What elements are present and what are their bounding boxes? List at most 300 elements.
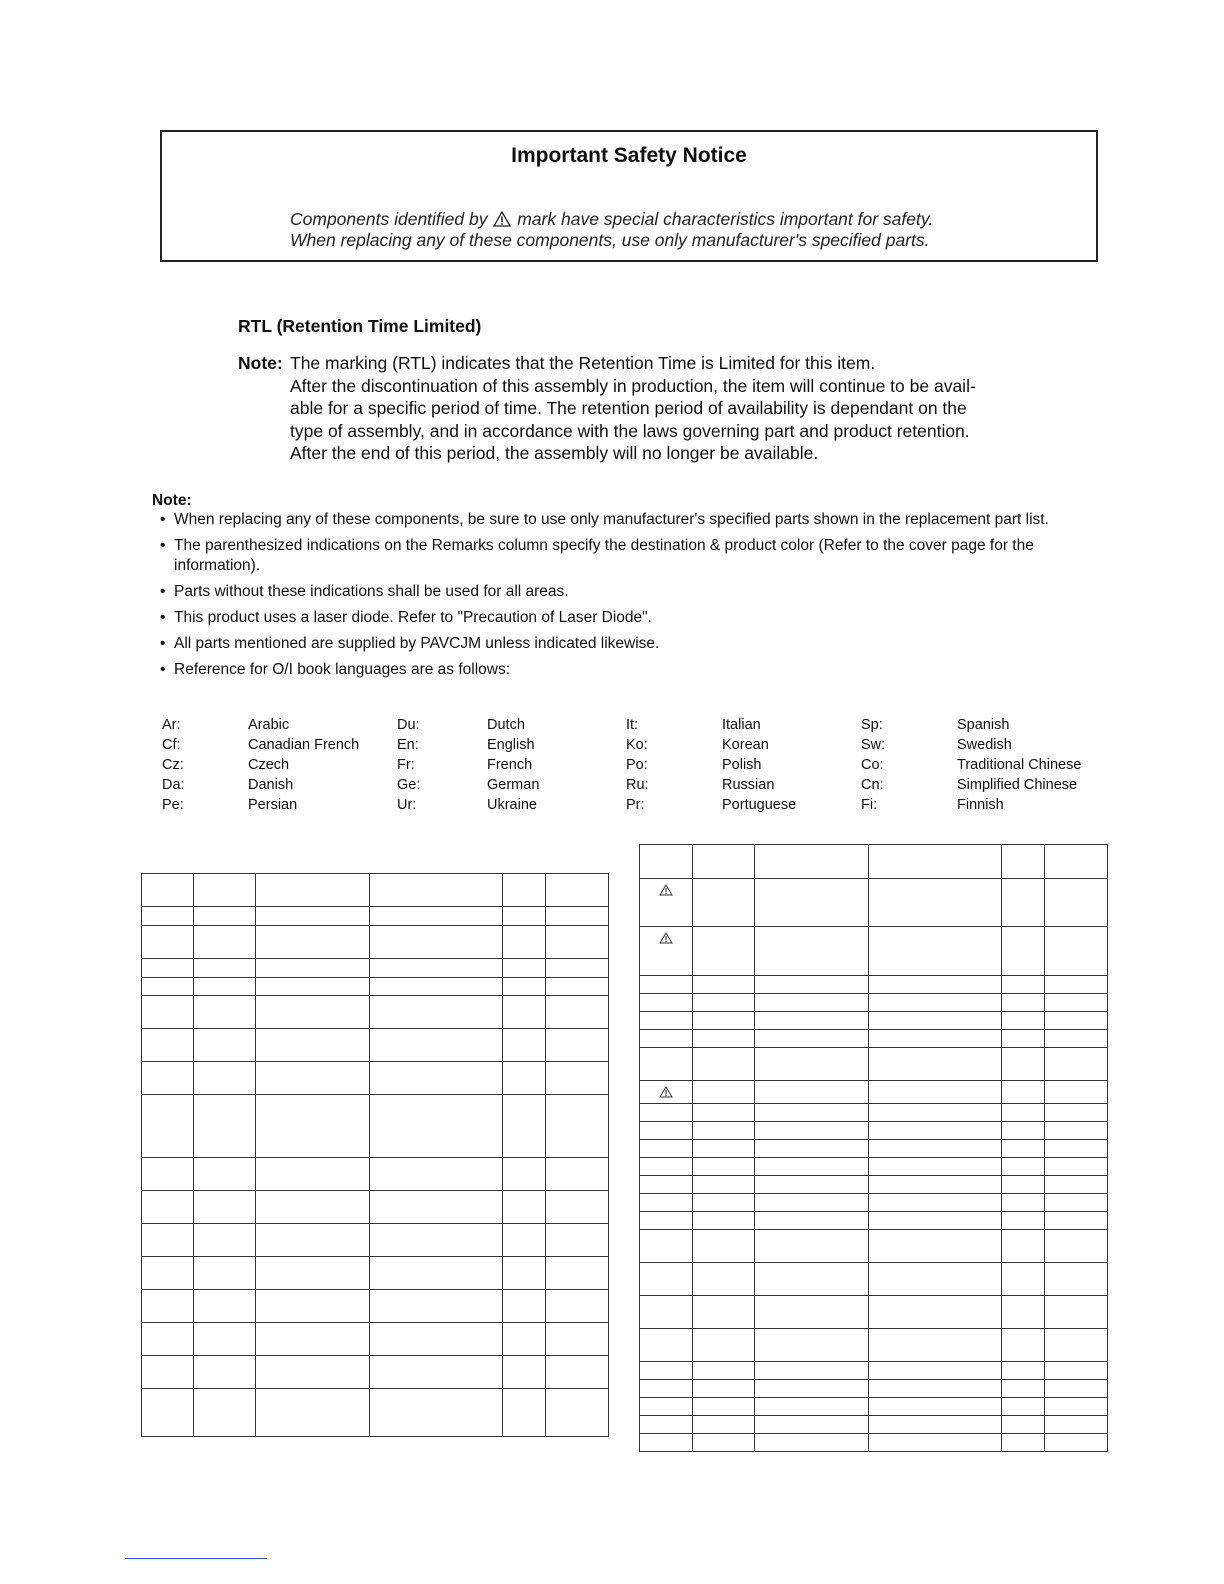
table-cell [503,1191,546,1224]
table-cell [692,1012,754,1030]
table-row [142,907,609,926]
table-row [640,927,1108,976]
table-cell [868,927,1002,976]
table-cell [868,994,1002,1012]
table-cell [868,1081,1002,1104]
rtl-note-text: The marking (RTL) indicates that the Retention Time is Limited for this item. After the discontinuation of this assembly in production, the item will continue to be avail- able for a specific period of time. The retention period of availability is dependant on the type of assembly, and in accordance with the laws governing part and product retention. After the end of this period, the assembly will no longer be available. [290,353,976,463]
table-cell [193,1158,255,1191]
table-cell [546,1158,609,1191]
table-cell [1002,1263,1045,1296]
table-cell [692,1296,754,1329]
table-row [640,1230,1108,1263]
table-cell [370,1224,503,1257]
table-cell [193,874,255,907]
table-row [142,1062,609,1095]
table-cell [546,1029,609,1062]
table-cell [193,959,255,978]
table-cell [503,1062,546,1095]
table-row [640,879,1108,927]
table-cell [1045,1012,1108,1030]
table-cell [754,1140,868,1158]
table-row [640,1416,1108,1434]
table-cell [640,1194,693,1212]
table-cell [1045,1081,1108,1104]
table-cell [868,845,1002,879]
table-cell [868,1158,1002,1176]
table-cell [546,996,609,1029]
table-row [142,1257,609,1290]
table-row [142,1389,609,1437]
table-cell [193,926,255,959]
table-cell [692,976,754,994]
table-cell [370,1389,503,1437]
table-cell [640,927,693,976]
table-cell [142,959,194,978]
table-row [640,994,1108,1012]
table-cell [754,1048,868,1081]
table-row [640,845,1108,879]
table-cell [1002,1416,1045,1434]
table-cell [370,1257,503,1290]
table-row [142,1356,609,1389]
table-cell [868,1416,1002,1434]
table-cell [692,1230,754,1263]
table-cell [546,1356,609,1389]
table-cell [193,996,255,1029]
table-cell [640,1434,693,1452]
table-cell [546,1389,609,1437]
table-cell [370,1095,503,1158]
table-cell [255,1158,370,1191]
table-cell [754,1212,868,1230]
table-cell [692,994,754,1012]
table-cell [692,1398,754,1416]
table-cell [142,1095,194,1158]
table-cell [868,1176,1002,1194]
table-cell [503,874,546,907]
table-cell [142,926,194,959]
table-cell [1045,1104,1108,1122]
table-cell [640,1212,693,1230]
table-row [640,1398,1108,1416]
table-cell [868,1194,1002,1212]
table-cell [1002,1158,1045,1176]
table-cell [1002,1176,1045,1194]
table-cell [1045,1048,1108,1081]
table-cell [868,1398,1002,1416]
table-cell [255,1095,370,1158]
rtl-note [238,352,1058,465]
table-row [640,1380,1108,1398]
table-cell [692,879,754,927]
table-cell [640,1329,693,1362]
table-cell [1045,1362,1108,1380]
table-row [640,1296,1108,1329]
warning-triangle-icon [659,931,673,948]
table-cell [1045,1230,1108,1263]
table-cell [692,1362,754,1380]
table-cell [868,1434,1002,1452]
table-cell [640,1263,693,1296]
table-row [142,874,609,907]
table-row: Ar: Arabic Du: Dutch It: Italian Sp: Spanish [162,717,1010,733]
table-cell [868,1048,1002,1081]
notice-body [290,210,933,250]
table-cell [692,1434,754,1452]
table-cell [142,1356,194,1389]
table-cell [692,1048,754,1081]
warning-triangle-icon [493,211,511,231]
table-cell [255,1323,370,1356]
table-cell [868,1329,1002,1362]
table-cell [193,1191,255,1224]
table-cell [692,1212,754,1230]
list-item: • Reference for O/I book languages are as follows: [160,660,1110,680]
table-cell [1045,1296,1108,1329]
table-cell [370,1356,503,1389]
table-cell [754,927,868,976]
table-cell [754,1362,868,1380]
table-cell [503,1290,546,1323]
note-bullets [160,510,1110,686]
table-cell [370,978,503,996]
table-cell [1002,1140,1045,1158]
table-cell [1002,879,1045,927]
table-cell [754,845,868,879]
table-cell [370,926,503,959]
table-cell [546,1062,609,1095]
table-cell [1045,1122,1108,1140]
table-cell [1002,1434,1045,1452]
table-cell [1045,994,1108,1012]
footer-rule [125,1558,267,1559]
table-cell [868,1012,1002,1030]
table-cell [503,1356,546,1389]
table-cell [1002,1230,1045,1263]
notice-title: Important Safety Notice [511,144,747,167]
table-cell [692,1194,754,1212]
table-cell [754,1122,868,1140]
table-row [142,1095,609,1158]
table-row [640,1176,1108,1194]
table-cell [370,1062,503,1095]
table-cell [1045,1434,1108,1452]
table-cell [255,1356,370,1389]
table-cell [754,976,868,994]
table-cell [255,1062,370,1095]
table-cell [503,959,546,978]
table-cell [868,1296,1002,1329]
table-cell [370,1029,503,1062]
table-cell [1045,879,1108,927]
table-cell [503,996,546,1029]
table-cell [640,1296,693,1329]
table-cell [1045,1416,1108,1434]
table-cell [1045,1158,1108,1176]
table-cell [640,845,693,879]
table-row [142,1290,609,1323]
table-cell [640,1158,693,1176]
table-cell [692,1329,754,1362]
table-cell [1045,1380,1108,1398]
table-cell [754,1263,868,1296]
table-cell [1002,1012,1045,1030]
table-row [142,978,609,996]
table-row [640,1434,1108,1452]
table-cell [503,1257,546,1290]
table-cell [1045,927,1108,976]
table-cell [754,1104,868,1122]
table-cell [255,874,370,907]
table-cell [754,1230,868,1263]
table-cell [255,907,370,926]
table-cell [503,1029,546,1062]
list-item: • When replacing any of these components, be sure to use only manufacturer's specified parts shown in the replacement part list. [160,510,1110,530]
rtl-note-label: Note: [238,353,283,373]
table-row [142,959,609,978]
table-cell [868,976,1002,994]
table-cell [142,1158,194,1191]
table-cell [370,874,503,907]
table-cell [754,1081,868,1104]
notice-line-2: When replacing any of these components, use only manufacturer's specified parts. [290,230,930,250]
table-row [142,1323,609,1356]
table-cell [1045,976,1108,994]
table-cell [142,1290,194,1323]
table-cell [370,1191,503,1224]
table-cell [193,1290,255,1323]
table-cell [503,978,546,996]
table-cell [255,978,370,996]
table-cell [1002,1048,1045,1081]
table-cell [1045,1194,1108,1212]
table-row [640,1263,1108,1296]
table-cell [142,1389,194,1437]
table-cell [255,996,370,1029]
table-cell [692,1176,754,1194]
parts-grid-right [639,844,1108,1452]
table-cell [868,1263,1002,1296]
table-cell [193,1224,255,1257]
table-row: Da: Danish Ge: German Ru: Russian Cn: Simplified Chinese [162,777,1078,793]
table-cell [754,1158,868,1176]
notice-line-1: Components identified by mark have special characteristics important for safety. [290,209,934,229]
table-cell [754,1194,868,1212]
table-cell [370,1158,503,1191]
table-cell [754,1434,868,1452]
table-cell [193,1062,255,1095]
table-cell [255,1191,370,1224]
parts-grid-left [141,873,609,1437]
table-cell [754,1329,868,1362]
warning-triangle-icon [659,1085,673,1102]
table-cell [546,1095,609,1158]
table-row [640,1194,1108,1212]
table-cell [754,879,868,927]
table-cell [255,1029,370,1062]
table-cell [1002,1081,1045,1104]
table-row [142,1158,609,1191]
table-cell [193,978,255,996]
table-cell [503,1389,546,1437]
table-cell [1002,1296,1045,1329]
table-cell [255,1290,370,1323]
table-cell [692,1140,754,1158]
table-cell [754,1030,868,1048]
table-cell [640,1176,693,1194]
table-row [640,1081,1108,1104]
table-row [640,1030,1108,1048]
table-cell [692,1263,754,1296]
table-cell [255,959,370,978]
table-cell [640,879,693,927]
table-cell [754,1176,868,1194]
table-cell [1002,1194,1045,1212]
table-cell [1045,1176,1108,1194]
table-row [640,1104,1108,1122]
table-cell [370,1290,503,1323]
table-cell [1045,1329,1108,1362]
table-cell [754,1296,868,1329]
table-cell [503,1224,546,1257]
table-cell [1002,845,1045,879]
table-cell [1002,927,1045,976]
table-cell [546,959,609,978]
table-cell [503,1095,546,1158]
list-item: • This product uses a laser diode. Refer to "Precaution of Laser Diode". [160,608,1110,628]
table-cell [868,1362,1002,1380]
table-cell [1045,1263,1108,1296]
table-row [142,1191,609,1224]
table-cell [503,907,546,926]
table-cell [142,907,194,926]
table-cell [640,1362,693,1380]
table-cell [640,1230,693,1263]
table-row [142,1224,609,1257]
table-cell [193,907,255,926]
table-cell [503,926,546,959]
table-cell [640,976,693,994]
table-row [640,1212,1108,1230]
table-cell [692,1104,754,1122]
table-cell [754,1416,868,1434]
table-cell [1045,1030,1108,1048]
table-cell [370,907,503,926]
table-cell [640,1104,693,1122]
table-cell [692,1158,754,1176]
list-item: • The parenthesized indications on the Remarks column specify the destination & product color (Refer to the cover page for the information). [160,536,1110,576]
table-cell [255,1224,370,1257]
table-cell [1002,1329,1045,1362]
table-cell [546,926,609,959]
table-cell [546,907,609,926]
table-cell [640,994,693,1012]
table-row: Pe: Persian Ur: Ukraine Pr: Portuguese Fi: Finnish [162,797,1004,813]
table-cell [640,1122,693,1140]
table-cell [868,1104,1002,1122]
table-row: Cf: Canadian French En: English Ko: Korean Sw: Swedish [162,737,1012,753]
table-cell [692,927,754,976]
table-cell [754,994,868,1012]
table-cell [640,1048,693,1081]
table-cell [255,926,370,959]
note-title: Note: [152,492,192,509]
table-cell [868,1030,1002,1048]
list-item: • Parts without these indications shall be used for all areas. [160,582,1110,602]
table-cell [1002,994,1045,1012]
table-cell [640,1030,693,1048]
table-cell [503,1323,546,1356]
table-row [640,1048,1108,1081]
table-cell [142,1029,194,1062]
table-cell [193,1257,255,1290]
table-cell [370,996,503,1029]
table-cell [142,1062,194,1095]
table-cell [193,1389,255,1437]
table-cell [1002,1380,1045,1398]
warning-triangle-icon [659,883,673,900]
table-cell [692,1122,754,1140]
table-cell [370,1323,503,1356]
table-cell [142,978,194,996]
table-cell [546,1257,609,1290]
table-cell [868,1140,1002,1158]
table-cell [546,978,609,996]
table-row: Cz: Czech Fr: French Po: Polish Co: Traditional Chinese [162,757,1082,773]
table-cell [1002,1212,1045,1230]
table-cell [142,1224,194,1257]
table-cell [1045,845,1108,879]
table-row [142,1029,609,1062]
table-cell [142,1257,194,1290]
table-cell [640,1140,693,1158]
table-cell [754,1012,868,1030]
table-cell [142,874,194,907]
table-cell [754,1380,868,1398]
table-row [142,926,609,959]
table-cell [1045,1212,1108,1230]
table-cell [692,1030,754,1048]
table-cell [1002,976,1045,994]
table-row [640,1158,1108,1176]
table-cell [193,1356,255,1389]
table-cell [868,879,1002,927]
table-cell [692,1380,754,1398]
language-table [162,715,1097,815]
table-row [640,1362,1108,1380]
table-cell [868,1230,1002,1263]
table-row [640,1140,1108,1158]
table-cell [868,1122,1002,1140]
table-cell [692,1416,754,1434]
table-row [640,1012,1108,1030]
table-cell [1002,1030,1045,1048]
table-cell [692,1081,754,1104]
table-cell [546,1290,609,1323]
table-cell [546,874,609,907]
table-row [640,1329,1108,1362]
table-cell [255,1389,370,1437]
table-cell [1002,1122,1045,1140]
table-cell [546,1323,609,1356]
table-cell [193,1095,255,1158]
table-cell [640,1380,693,1398]
table-cell [692,845,754,879]
rtl-title: RTL (Retention Time Limited) [238,316,482,336]
table-cell [640,1081,693,1104]
table-cell [1002,1398,1045,1416]
table-cell [1002,1362,1045,1380]
